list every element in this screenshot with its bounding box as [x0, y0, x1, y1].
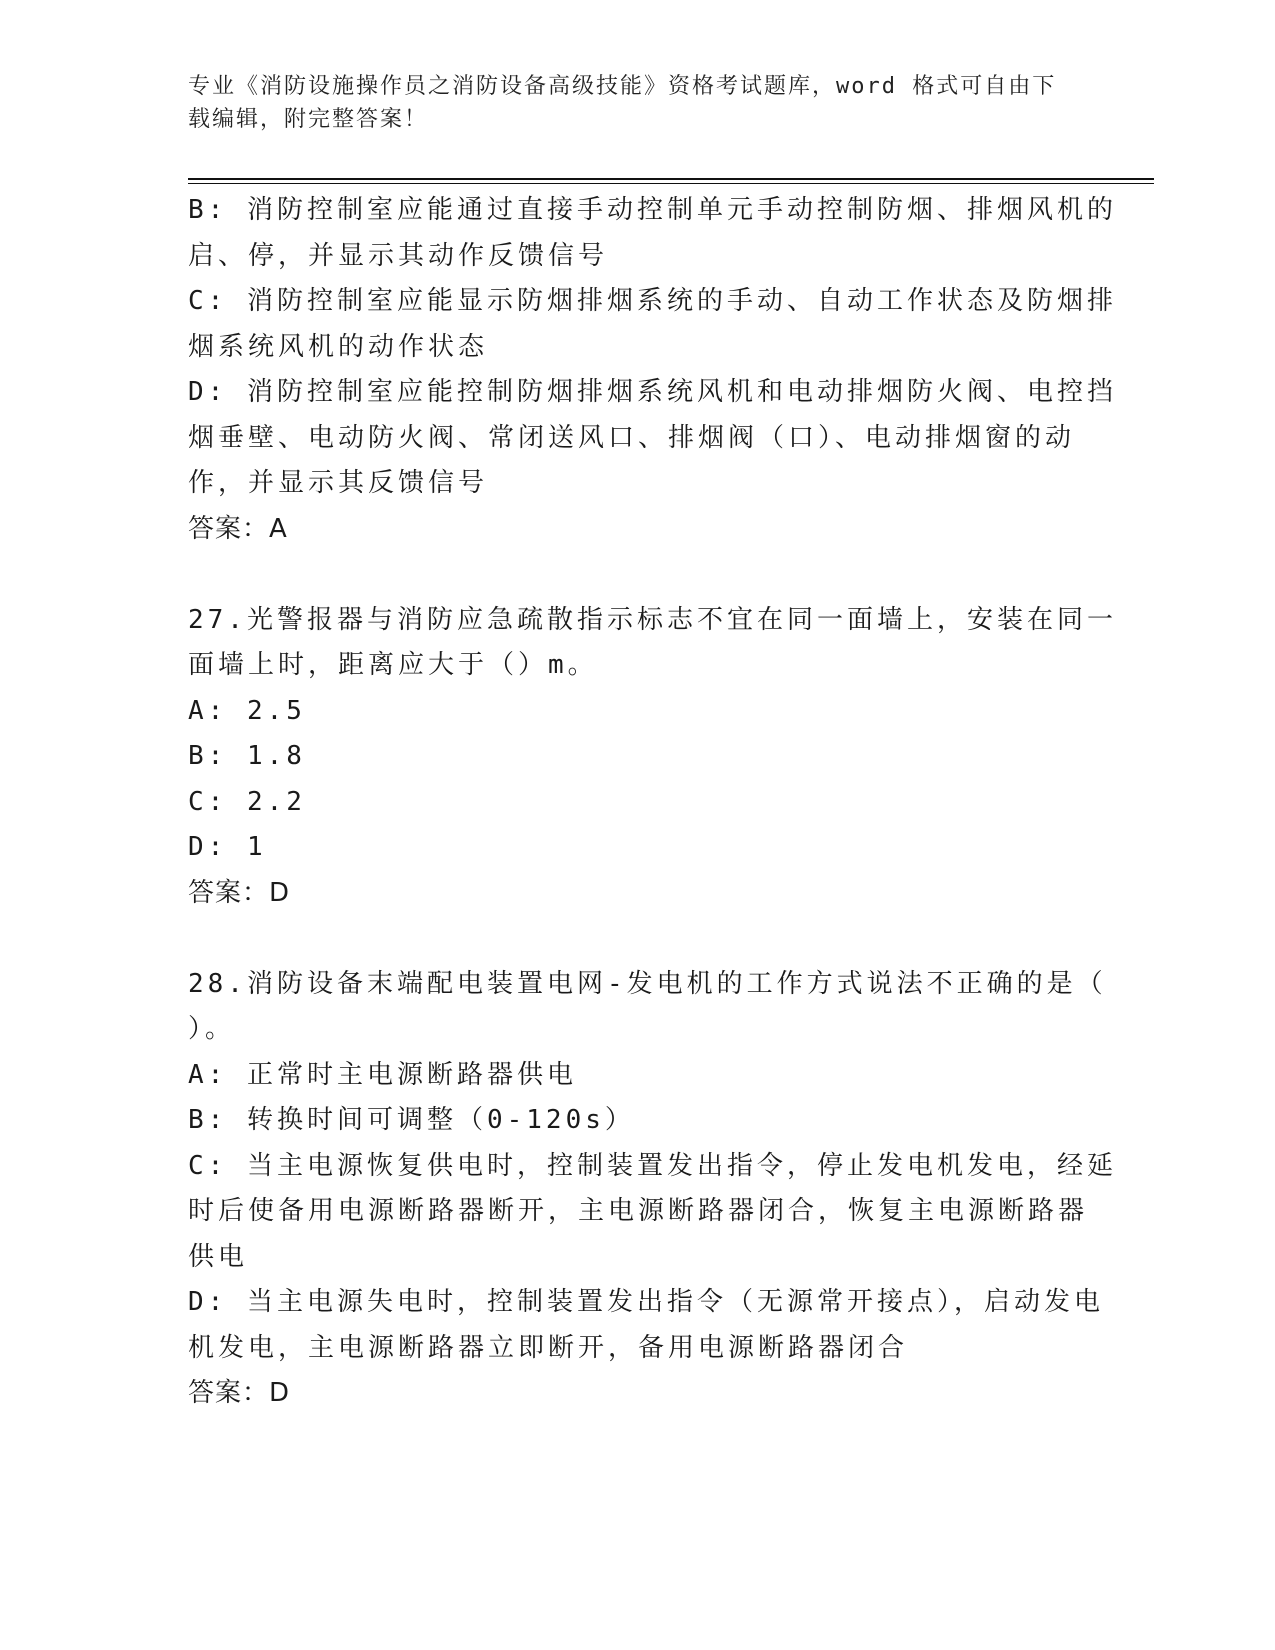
answer-26: 答案：A: [188, 513, 288, 544]
option-c: C: 2.2: [188, 786, 306, 817]
header-line-1: 专业《消防设施操作员之消防设备高级技能》资格考试题库，word 格式可自由下: [188, 74, 1057, 99]
option-d-line-1: D: 当主电源失电时，控制装置发出指令（无源常开接点），启动发电: [188, 1287, 1104, 1317]
question-27-stem-line-2: 面墙上时，距离应大于（）m。: [188, 650, 598, 680]
spacer: [188, 916, 1068, 962]
option-c-line-2: 时后使备用电源断路器断开，主电源断路器闭合，恢复主电源断路器: [188, 1196, 1089, 1226]
option-b: B: 1.8: [188, 741, 306, 771]
option-b: [188, 188, 1117, 279]
question-28-stem-line-2: ）。: [188, 1014, 236, 1044]
answer-27: 答案：D: [188, 877, 291, 908]
option-c-line-2: 烟系统风机的动作状态: [188, 331, 489, 362]
option-d: [188, 370, 1117, 507]
option-b-line-1: B: 消防控制室应能通过直接手动控制单元手动控制防烟、排烟风机的: [188, 195, 1117, 225]
option-a: A: 2.5: [188, 695, 306, 726]
option-d-line-1: D: 消防控制室应能控制防烟排烟系统风机和电动排烟防火阀、电控挡: [188, 377, 1117, 407]
answer-28: 答案：D: [188, 1378, 291, 1408]
option-d-line-2: 烟垂壁、电动防火阀、常闭送风口、排烟阀（口）、电动排烟窗的动: [188, 422, 1076, 453]
option-c: [188, 1144, 1117, 1281]
document-header: [188, 70, 1068, 136]
option-d: [188, 1280, 1104, 1371]
option-c-line-1: C: 消防控制室应能显示防烟排烟系统的手动、自动工作状态及防烟排: [188, 286, 1117, 316]
option-a: A: 正常时主电源断路器供电: [188, 1059, 577, 1090]
spacer: [188, 552, 1068, 598]
question-28-stem-line-1: 28.消防设备末端配电装置电网-发电机的工作方式说法不正确的是（: [188, 968, 1107, 999]
option-b: B: 转换时间可调整（0-120s）: [188, 1105, 635, 1135]
option-d: D: 1: [188, 832, 267, 862]
header-rule-thick: [188, 178, 1154, 180]
question-27-stem-line-1: 27.光警报器与消防应急疏散指示标志不宜在同一面墙上，安装在同一: [188, 604, 1117, 635]
option-d-line-3: 作，并显示其反馈信号: [188, 468, 489, 498]
header-rule-thin: [188, 183, 1154, 184]
option-c-line-1: C: 当主电源恢复供电时，控制装置发出指令，停止发电机发电，经延: [188, 1150, 1117, 1181]
question-28: [188, 962, 1117, 1417]
option-c-line-3: 供电: [188, 1241, 249, 1272]
question-27: [188, 598, 1117, 917]
header-line-2: 载编辑，附完整答案！: [188, 107, 429, 132]
option-d-line-2: 机发电，主电源断路器立即断开，备用电源断路器闭合: [188, 1332, 909, 1363]
option-b-line-2: 启、停，并显示其动作反馈信号: [188, 240, 609, 271]
question-content: [188, 188, 1117, 1417]
option-c: [188, 279, 1117, 370]
question-26-continued: [188, 188, 1117, 552]
